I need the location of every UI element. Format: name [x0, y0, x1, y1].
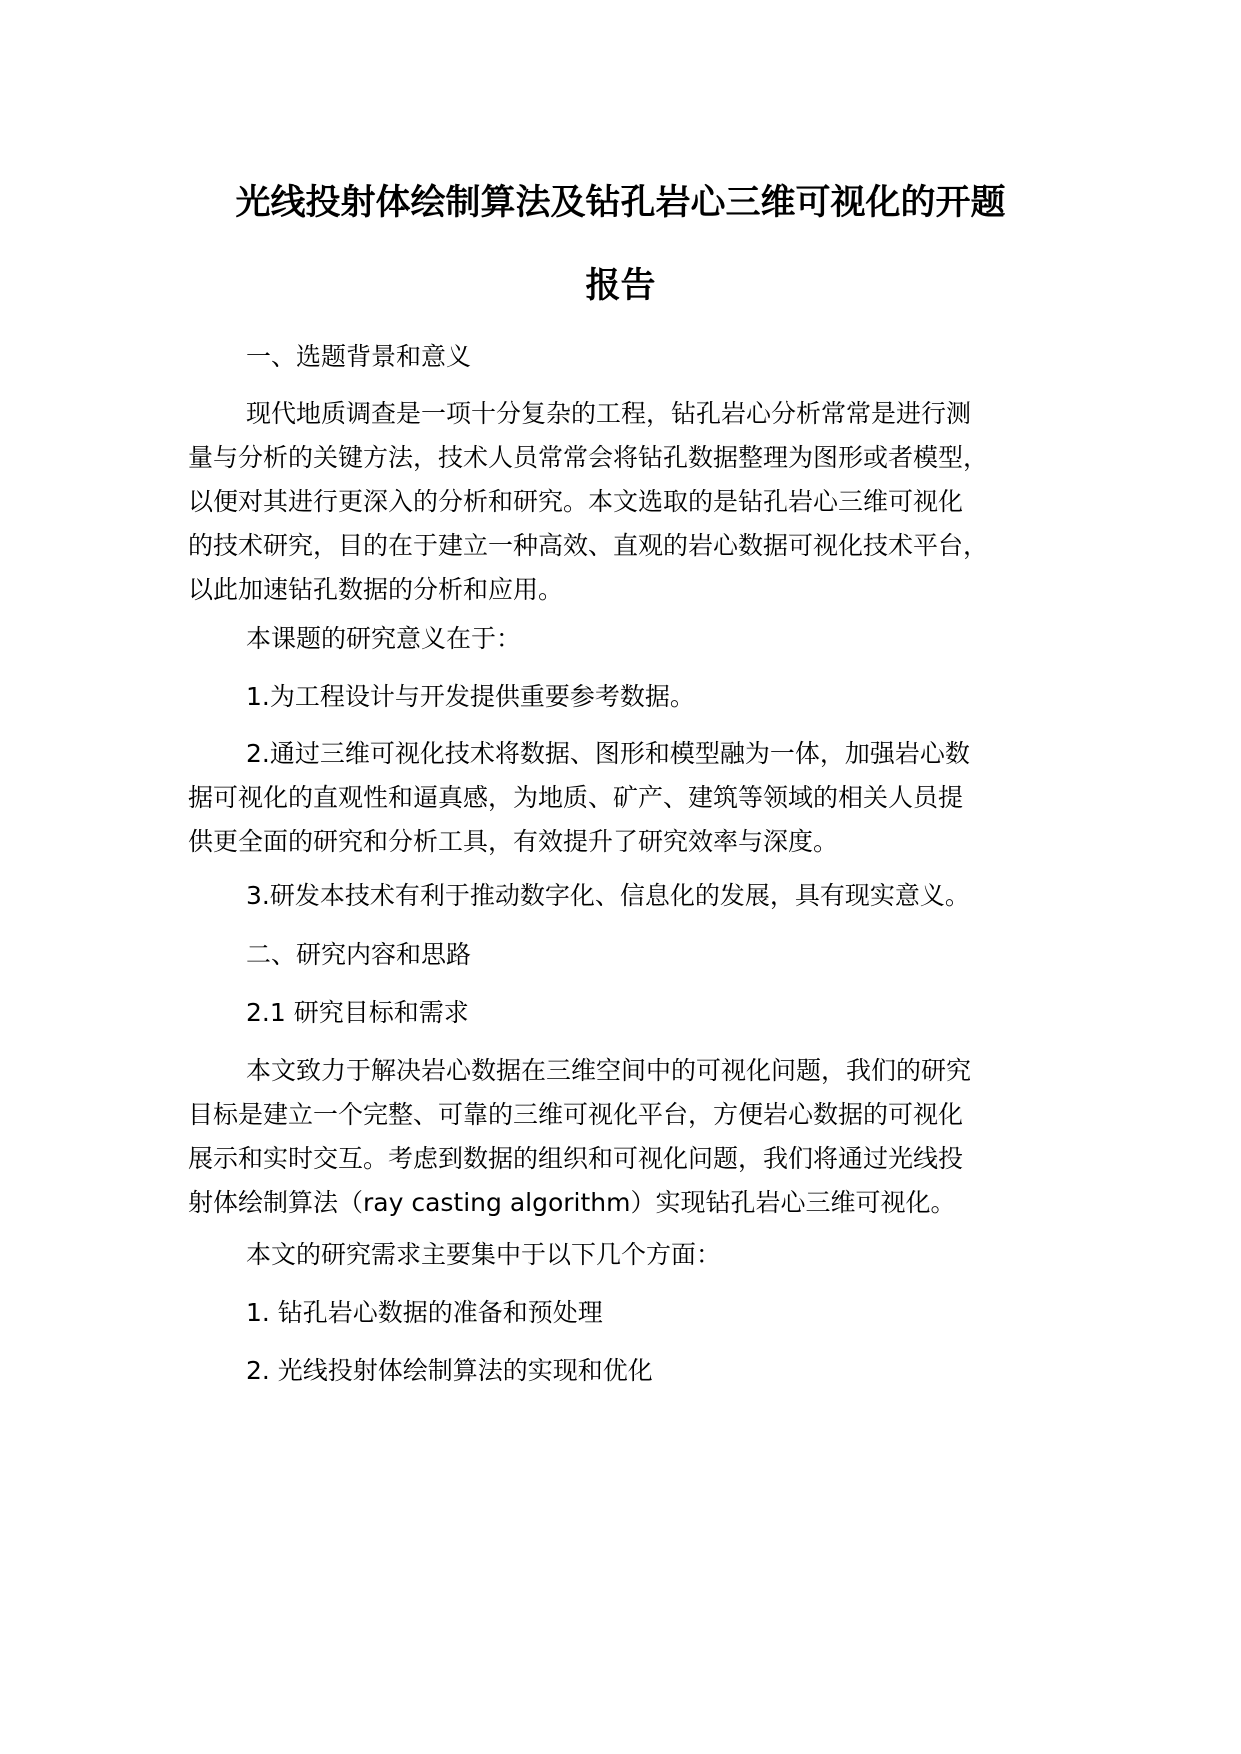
text-line: 本文致力于解决岩心数据在三维空间中的可视化问题，我们的研究	[246, 1056, 972, 1085]
text-line: 以便对其进行更深入的分析和研究。本文选取的是钻孔岩心三维可视化	[188, 487, 964, 516]
text-line: 一、选题背景和意义	[246, 342, 472, 371]
text-line: 1. 钻孔岩心数据的准备和预处理	[246, 1298, 603, 1327]
text-line: 的技术研究，目的在于建立一种高效、直观的岩心数据可视化技术平台，	[188, 531, 989, 560]
text-line: 据可视化的直观性和逼真感，为地质、矿产、建筑等领域的相关人员提	[188, 783, 964, 812]
text-line: 二、研究内容和思路	[246, 940, 472, 969]
text-line: 2.通过三维可视化技术将数据、图形和模型融为一体，加强岩心数	[246, 739, 970, 768]
list-item	[188, 1291, 1088, 1335]
text-line: 3.研发本技术有利于推动数字化、信息化的发展，具有现实意义。	[246, 881, 970, 910]
paragraph	[188, 617, 1088, 661]
text-line: 本文的研究需求主要集中于以下几个方面：	[246, 1240, 722, 1269]
list-item	[188, 874, 1088, 918]
text-line: 2.1 研究目标和需求	[246, 998, 469, 1027]
text-line: 量与分析的关键方法，技术人员常常会将钻孔数据整理为图形或者模型，	[188, 443, 989, 472]
text-line: 射体绘制算法（ray casting algorithm）实现钻孔岩心三维可视化。	[188, 1188, 956, 1217]
list-item	[188, 732, 1088, 864]
text-line: 2. 光线投射体绘制算法的实现和优化	[246, 1356, 653, 1385]
list-item	[188, 675, 1088, 719]
text-line: 以此加速钻孔数据的分析和应用。	[188, 575, 564, 604]
section-heading	[188, 335, 1088, 379]
document-title-line-1: 光线投射体绘制算法及钻孔岩心三维可视化的开题	[235, 183, 1006, 223]
text-line: 本课题的研究意义在于：	[246, 624, 522, 653]
text-line: 供更全面的研究和分析工具，有效提升了研究效率与深度。	[188, 827, 839, 856]
text-line: 现代地质调查是一项十分复杂的工程，钻孔岩心分析常常是进行测	[246, 399, 972, 428]
list-item	[188, 1349, 1088, 1393]
subsection-heading	[188, 991, 1088, 1035]
text-line: 展示和实时交互。考虑到数据的组织和可视化问题，我们将通过光线投	[188, 1144, 964, 1173]
text-line: 1.为工程设计与开发提供重要参考数据。	[246, 682, 695, 711]
text-line: 目标是建立一个完整、可靠的三维可视化平台，方便岩心数据的可视化	[188, 1100, 964, 1129]
paragraph	[188, 1049, 1088, 1225]
paragraph	[188, 392, 1088, 612]
section-heading	[188, 933, 1088, 977]
paragraph	[188, 1233, 1088, 1277]
document-title-line-2: 报告	[585, 266, 656, 306]
